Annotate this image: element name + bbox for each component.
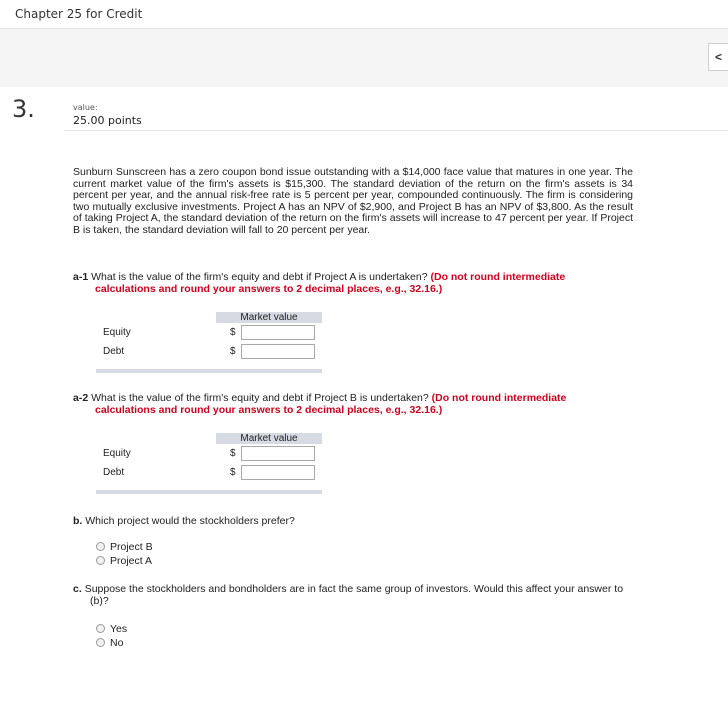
a2-debt-label: Debt [103,467,125,478]
question-a1 [73,271,638,295]
question-a2-instruction-start: (Do not round intermediate [431,392,567,404]
a1-equity-input[interactable] [241,325,315,340]
question-b-label: b. [73,515,83,527]
radio-button[interactable] [96,542,105,551]
value-label: value: [73,103,98,112]
question-a1-label: a-1 [73,271,89,283]
a2-market-value-table [96,433,322,494]
a2-equity-currency: $ [230,448,236,459]
a2-debt-currency: $ [230,467,236,478]
a1-equity-currency: $ [230,327,236,338]
radio-option-label: Project A [110,555,153,567]
a2-equity-input[interactable] [241,446,315,461]
header-band [0,29,728,87]
a1-table-header: Market value [216,312,322,323]
chevron-left-icon: < [714,50,722,64]
top-bar [0,0,728,29]
assignment-title: Chapter 25 for Credit [15,7,143,21]
radio-option-label: No [110,637,124,649]
a2-equity-label: Equity [103,448,131,459]
question-b-text: Which project would the stockholders prefer? [85,515,295,527]
question-c [73,583,633,607]
previous-question-button[interactable] [708,43,728,71]
question-c-label: c. [73,583,82,595]
a2-table-footer [96,490,322,494]
a1-debt-input[interactable] [241,344,315,359]
question-a2-instruction-end: calculations and round your answers to 2 decimal places, e.g., 32.16.) [95,404,443,416]
question-a2-label: a-2 [73,392,89,404]
question-a1-text: What is the value of the firm's equity and debt if Project A is undertaken? [91,271,428,283]
question-points: 25.00 points [73,114,142,127]
question-b [73,515,638,527]
a1-debt-currency: $ [230,346,236,357]
a2-debt-input[interactable] [241,465,315,480]
divider [64,130,728,131]
radio-option-label: Yes [110,623,128,635]
question-a2 [73,392,638,416]
a2-table-header: Market value [216,433,322,444]
a1-market-value-table [96,312,322,373]
a1-equity-label: Equity [103,327,131,338]
question-a1-instruction-end: calculations and round your answers to 2 decimal places, e.g., 32.16.) [95,283,443,295]
radio-button[interactable] [96,556,105,565]
a1-table-footer [96,369,322,373]
radio-option-label: Project B [110,541,153,553]
radio-button[interactable] [96,638,105,647]
a1-debt-label: Debt [103,346,125,357]
question-c-text: Suppose the stockholders and bondholders are in fact the same group of investors. Would this affect your answer to (b)? [84,583,624,607]
question-a1-instruction-start: (Do not round intermediate [430,271,566,283]
question-intro: Sunburn Sunscreen has a zero coupon bond issue outstanding with a $14,000 face value that matures in one year. The current market value of the firm's assets is $15,300. The standard deviation of the return on the firm's assets is 34 percent per year, and the annual risk-free rate is 5 percent per year, compounded continuously. The firm is considering two mutually exclusive investments. Project A has an NPV of $2,900, and Project B has an NPV of $3,800. As the result of taking Project A, the standard deviation of the return on the firm's assets will increase to 47 percent per year. If Project B is taken, the standard deviation will fall to 20 percent per year. [73,166,633,236]
radio-button[interactable] [96,624,105,633]
question-number: 3. [12,95,35,123]
question-a2-text: What is the value of the firm's equity and debt if Project B is undertaken? [91,392,429,404]
